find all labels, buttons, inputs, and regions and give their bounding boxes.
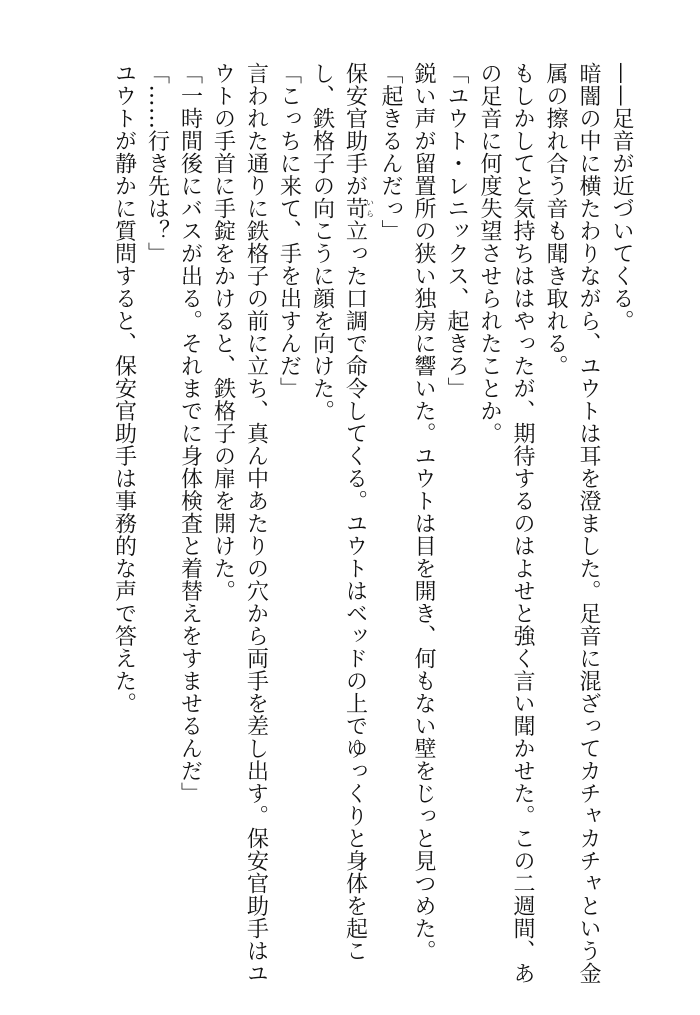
text-line-15: 「……行き先は？」 <box>144 62 170 265</box>
text-line-9 <box>339 62 375 982</box>
text-line-14: 「一時間後にバスが出る。それまでに身体検査と着替えをすませるんだ」 <box>177 62 203 805</box>
text-line-13: ウトの手首に手錠をかけると、鉄格子の扉を開けた。 <box>210 62 236 602</box>
text-line-2: 暗闇の中に横たわりながら、ユウトは耳を澄ました。足音に混ざってカチャカチャという金 <box>576 62 601 985</box>
text-line-10: し、鉄格子の向こうに顔を向けた。 <box>309 62 335 422</box>
text-line-9-start: 保安官助手が <box>342 62 368 197</box>
text-line-5: の足音に何度失望させられたことか。 <box>477 62 502 445</box>
text-line-4: もしかしてと気持ちははやったが、期待するのはよせと強く言い聞かせた。この二週間、あ <box>510 62 535 985</box>
ruby-word <box>342 197 375 220</box>
text-line-9-end: 立った口調で命令してくる。ユウトはベッドの上でゆっくりと身体を起こ <box>342 219 368 962</box>
text-line-11: 「こっちに来て、手を出すんだ」 <box>276 62 302 400</box>
text-line-6: 「ユウト・レニックス、起きろ」 <box>444 62 469 400</box>
text-line-1: ——足音が近づいてくる。 <box>609 62 634 332</box>
ruby-base: 苛 <box>342 197 368 220</box>
vertical-text-body <box>53 62 638 985</box>
text-line-12: 言われた通りに鉄格子の前に立ち、真ん中あたりの穴から両手を差し出す。保安官助手はユ <box>243 62 269 985</box>
text-line-3: 属の擦れ合う音も聞き取れる。 <box>543 62 568 377</box>
text-line-8: 「起きるんだっ」 <box>378 62 403 242</box>
ruby-reading: いら <box>365 197 375 220</box>
text-line-16: ユウトが静かに質問すると、保安官助手は事務的な声で答えた。 <box>111 62 137 715</box>
text-line-7: 鋭い声が留置所の狭い独房に響いた。ユウトは目を開き、何もない壁をじっと見つめた。 <box>411 62 436 962</box>
